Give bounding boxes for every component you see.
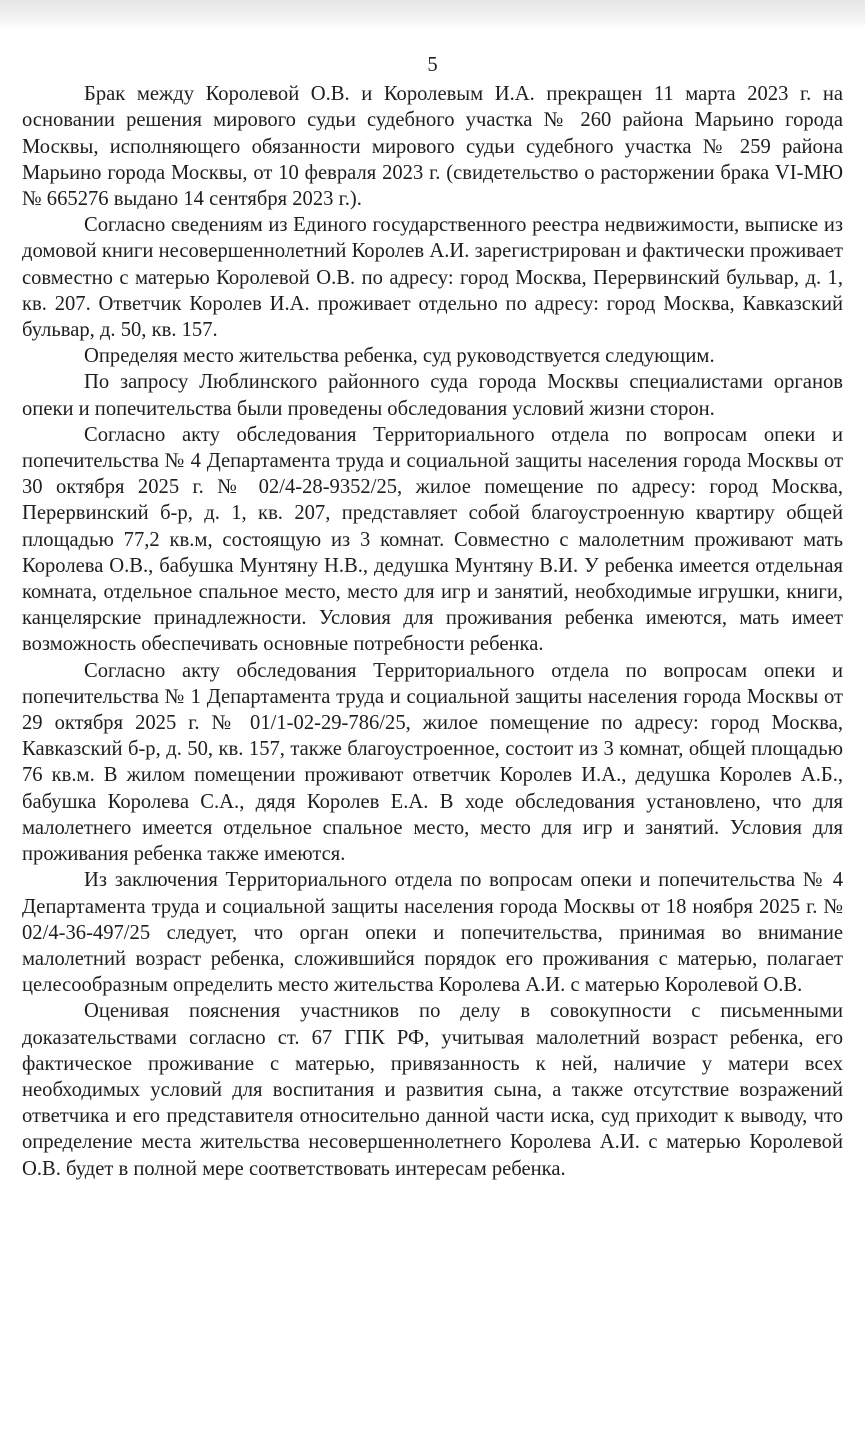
paragraph-inspection-mother: Согласно акту обследования Территориального отдела по вопросам опеки и попечительства № 4 Департамента труда и социальной защиты населения города Москвы от 30 октября 2025 г. № 02/4-28-9352/25, жилое помещение по адресу: город Москва, Перервинский б-р, д. 1, кв. 207, представляет собой благоустроенную квартиру общей площадью 77,2 кв.м, состоящую из 3 комнат. Совместно с малолетним проживают мать Королева О.В., бабушка Мунтяну Н.В., дедушка Мунтяну В.И. У ребенка имеется отдельная комната, отдельное спальное место, место для игр и занятий, необходимые игрушки, книги, канцелярские принадлежности. Условия для проживания ребенка имеются, мать имеет возможность обеспечивать основные потребности ребенка. (22, 423, 843, 656)
paragraph-court-request: По запросу Люблинского районного суда города Москвы специалистами органов опеки и попечительства были проведены обследования условий жизни сторон. (22, 371, 843, 420)
paragraph-guardianship-conclusion: Из заключения Территориального отдела по вопросам опеки и попечительства № 4 Департамента труда и социальной защиты населения города Москвы от 18 ноября 2025 г. № 02/4-36-497/25 следует, что орган опеки и попечительства, принимая во внимание малолетний возраст ребенка, сложившийся порядок его проживания с матерью, полагает целесообразным определить место жительства Королева А.И. с матерью Королевой О.В. (22, 869, 843, 997)
paragraph-divorce: Брак между Королевой О.В. и Королевым И.А. прекращен 11 марта 2023 г. на основании решения мирового судьи судебного участка № 260 района Марьино города Москвы, исполняющего обязанности мирового судьи судебного участка № 259 района Марьино города Москвы, от 10 февраля 2023 г. (свидетельство о расторжении брака VI-МЮ № 665276 выдано 14 сентября 2023 г.). (22, 83, 843, 211)
page-number: 5 (427, 54, 438, 76)
paragraph-court-guidance: Определяя место жительства ребенка, суд руководствуется следующим. (84, 345, 715, 368)
paragraph-court-decision: Оценивая пояснения участников по делу в совокупности с письменными доказательствами согласно ст. 67 ГПК РФ, учитывая малолетний возраст ребенка, его фактическое проживание с матерью, привязанность к ней, наличие у матери всех необходимых условий для воспитания и развития сына, а также отсутствие возражений ответчика и его представителя относительно данной части иска, суд приходит к выводу, что определение места жительства несовершеннолетнего Королева А.И. с матерью Королевой О.В. будет в полной мере соответствовать интересам ребенка. (22, 1000, 843, 1180)
paragraph-registration: Согласно сведениям из Единого государственного реестра недвижимости, выписке из домовой книги несовершеннолетний Королев А.И. зарегистрирован и фактически проживает совместно с матерью Королевой О.В. по адресу: город Москва, Перервинский бульвар, д. 1, кв. 207. Ответчик Королев И.А. проживает отдельно по адресу: город Москва, Кавказский бульвар, д. 50, кв. 157. (22, 214, 843, 342)
paragraph-inspection-father: Согласно акту обследования Территориального отдела по вопросам опеки и попечительства № 1 Департамента труда и социальной защиты населения города Москвы от 29 октября 2025 г. № 01/1-02-29-786/25, жилое помещение по адресу: город Москва, Кавказский б-р, д. 50, кв. 157, также благоустроенное, состоит из 3 комнат, общей площадью 76 кв.м. В жилом помещении проживают ответчик Королев И.А., дедушка Королев А.Б., бабушка Королева С.А., дядя Королев Е.А. В ходе обследования установлено, что для малолетнего имеется отдельное спальное место, место для игр и занятий. Условия для проживания ребенка также имеются. (22, 659, 843, 866)
